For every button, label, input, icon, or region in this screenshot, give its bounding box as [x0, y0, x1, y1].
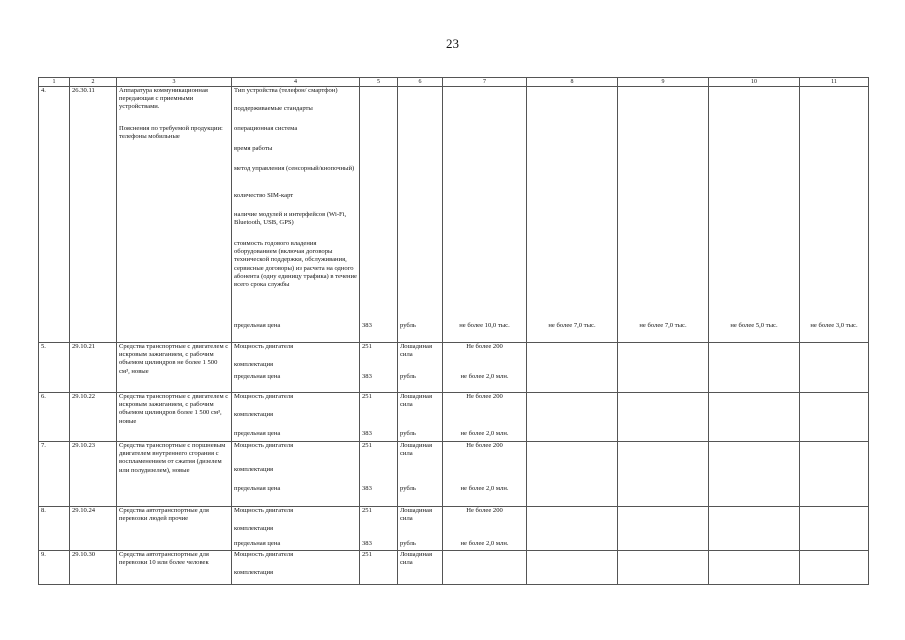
characteristic: операционная система: [234, 125, 298, 132]
value-cell: [527, 393, 618, 442]
value-cell: [709, 393, 800, 442]
table-row: [39, 551, 869, 585]
characteristic: Тип устройства (телефон/ смартфон): [234, 87, 338, 94]
unit-cell: [398, 343, 443, 393]
value-col-11: не более 3,0 тыс.: [810, 322, 858, 329]
okpd-code: 29.10.22: [70, 393, 117, 442]
col-header-8: 8: [527, 78, 618, 87]
characteristic-price: предельная цена: [234, 430, 281, 437]
value-cell: [527, 87, 618, 343]
characteristic: Мощность двигателя: [234, 393, 294, 400]
product-name: Средства автотранспортные для перевозки 10 или более человек: [117, 551, 232, 585]
value-col-7: Не более 200: [466, 442, 503, 449]
unit-name: Лошадиная сила: [400, 442, 432, 458]
value-cell: [800, 87, 869, 343]
value-cell: [800, 442, 869, 507]
unit-name: Лошадиная сила: [398, 551, 443, 585]
characteristic-price: предельная цена: [234, 485, 281, 492]
value-col-7: не более 10,0 тыс.: [459, 322, 510, 329]
value-col-7: не более 2,0 млн.: [460, 485, 509, 492]
okpd-code: 29.10.30: [70, 551, 117, 585]
unit-cell: [398, 442, 443, 507]
okei-code: 251: [362, 393, 372, 400]
row-number: 7.: [39, 442, 70, 507]
okei-cell: [360, 507, 398, 551]
characteristic: время работы: [234, 145, 273, 152]
unit-name: Лошадиная сила: [400, 507, 432, 523]
value-cell: [800, 343, 869, 393]
col-header-11: 11: [800, 78, 869, 87]
value-cell: [443, 551, 527, 585]
characteristic: Мощность двигателя: [234, 343, 294, 350]
value-cell: [527, 507, 618, 551]
value-cell: [443, 87, 527, 343]
characteristic: комплектация: [234, 361, 274, 368]
characteristic-price: предельная цена: [234, 373, 281, 380]
value-col-7: Не более 200: [466, 343, 503, 350]
unit-name: рубль: [400, 373, 416, 380]
characteristic: комплектация: [234, 525, 274, 532]
col-header-9: 9: [618, 78, 709, 87]
value-col-7: Не более 200: [466, 393, 503, 400]
okei-cell: [360, 87, 398, 343]
unit-cell: [398, 507, 443, 551]
col-header-2: 2: [70, 78, 117, 87]
okei-code: 251: [360, 551, 398, 585]
value-cell: [618, 442, 709, 507]
product-name-cell: [117, 87, 232, 343]
okei-code: 251: [362, 507, 372, 514]
value-cell: [709, 442, 800, 507]
unit-name: рубль: [400, 430, 416, 437]
characteristics-cell: [232, 343, 360, 393]
characteristic: Мощность двигателя: [234, 442, 294, 449]
characteristic: комплектация: [234, 466, 274, 473]
unit-name: рубль: [400, 540, 416, 547]
table-row: [39, 507, 869, 551]
column-header-row: [39, 78, 869, 87]
col-header-7: 7: [443, 78, 527, 87]
okpd-code: 26.30.11: [70, 87, 117, 343]
col-header-6: 6: [398, 78, 443, 87]
unit-name: рубль: [400, 485, 416, 492]
product-note: Пояснения по требуемой продукции: телефоны мобильные: [119, 125, 223, 141]
col-header-1: 1: [39, 78, 70, 87]
characteristics-cell: [232, 393, 360, 442]
okpd-code: 29.10.24: [70, 507, 117, 551]
col-header-10: 10: [709, 78, 800, 87]
product-name: Средства транспортные с двигателем с искровым зажиганием, с рабочим объемом цилиндров более 1 500 см³, новые: [117, 393, 232, 442]
product-name: Средства транспортные с поршневым двигателем внутреннего сгорания с воспламенением от сжатия (дизелем или полудизелем), новые: [117, 442, 232, 507]
value-cell: [443, 343, 527, 393]
value-cell: [527, 442, 618, 507]
value-col-9: не более 7,0 тыс.: [639, 322, 687, 329]
unit-cell: [398, 87, 443, 343]
value-cell: [709, 87, 800, 343]
value-cell: [443, 507, 527, 551]
table-row: [39, 442, 869, 507]
value-cell: [618, 551, 709, 585]
characteristics-cell: [232, 442, 360, 507]
value-col-7: не более 2,0 млн.: [460, 373, 509, 380]
characteristic: комплектация: [234, 411, 274, 418]
okei-code: 251: [362, 442, 372, 449]
col-header-4: 4: [232, 78, 360, 87]
characteristic-price: предельная цена: [234, 540, 281, 547]
okpd-code: 29.10.21: [70, 343, 117, 393]
unit-name: рубль: [400, 322, 416, 329]
characteristics-cell: [232, 507, 360, 551]
product-name: Средства транспортные с двигателем с искровым зажиганием, с рабочим объемом цилиндров не более 1 500 см³, новые: [117, 343, 232, 393]
value-cell: [618, 87, 709, 343]
characteristic: метод управления (сенсорный/кнопочный): [234, 165, 355, 172]
characteristic: наличие модулей и интерфейсов (Wi-Fi, Bluetooth, USB, GPS): [234, 211, 347, 227]
characteristics-cell: [232, 87, 360, 343]
row-number: 4.: [39, 87, 70, 343]
table-row: [39, 393, 869, 442]
value-cell: [618, 393, 709, 442]
row-number: 8.: [39, 507, 70, 551]
col-header-5: 5: [360, 78, 398, 87]
characteristic-price: предельная цена: [234, 322, 281, 329]
okei-cell: [360, 393, 398, 442]
value-col-8: не более 7,0 тыс.: [548, 322, 596, 329]
value-cell: [618, 507, 709, 551]
characteristic: комплектация: [234, 569, 274, 576]
value-cell: [709, 507, 800, 551]
value-col-7: Не более 200: [466, 507, 503, 514]
page-number: 23: [446, 36, 459, 51]
characteristic: количество SIM-карт: [234, 192, 294, 199]
row-number: 5.: [39, 343, 70, 393]
value-cell: [443, 442, 527, 507]
characteristic: стоимость годового владения оборудованием (включая договоры технической поддержки, обслуживания, сервисные договоры) из расчета на одного абонента (одну единицу трафика) в течение всего срока службы: [234, 240, 357, 289]
value-cell: [800, 551, 869, 585]
unit-cell: [398, 393, 443, 442]
okei-code: 383: [362, 430, 372, 437]
value-col-7: не более 2,0 млн.: [460, 540, 509, 547]
value-cell: [527, 343, 618, 393]
okei-code: 251: [362, 343, 372, 350]
value-cell: [800, 507, 869, 551]
characteristic: поддерживаемые стандарты: [234, 105, 313, 112]
characteristics-cell: [232, 551, 360, 585]
value-cell: [709, 551, 800, 585]
okei-cell: [360, 442, 398, 507]
row-number: 9.: [39, 551, 70, 585]
table-row: [39, 343, 869, 393]
value-cell: [618, 343, 709, 393]
okei-code: 383: [362, 485, 372, 492]
product-name: Средства автотранспортные для перевозки людей прочие: [117, 507, 232, 551]
value-col-10: не более 5,0 тыс.: [730, 322, 778, 329]
okei-code: 383: [362, 322, 372, 329]
unit-name: Лошадиная сила: [400, 343, 432, 359]
value-col-7: не более 2,0 млн.: [460, 430, 509, 437]
value-cell: [709, 343, 800, 393]
okei-code: 383: [362, 540, 372, 547]
value-cell: [443, 393, 527, 442]
value-cell: [800, 393, 869, 442]
characteristic: Мощность двигателя: [234, 507, 294, 514]
okpd-code: 29.10.23: [70, 442, 117, 507]
col-header-3: 3: [117, 78, 232, 87]
okei-code: 383: [362, 373, 372, 380]
table-row: [39, 87, 869, 343]
requirements-table: [38, 77, 869, 585]
characteristic: Мощность двигателя: [234, 551, 294, 558]
okei-cell: [360, 343, 398, 393]
row-number: 6.: [39, 393, 70, 442]
value-cell: [527, 551, 618, 585]
unit-name: Лошадиная сила: [400, 393, 432, 409]
product-name: Аппаратура коммуникационная передающая с приемными устройствами.: [119, 87, 208, 111]
